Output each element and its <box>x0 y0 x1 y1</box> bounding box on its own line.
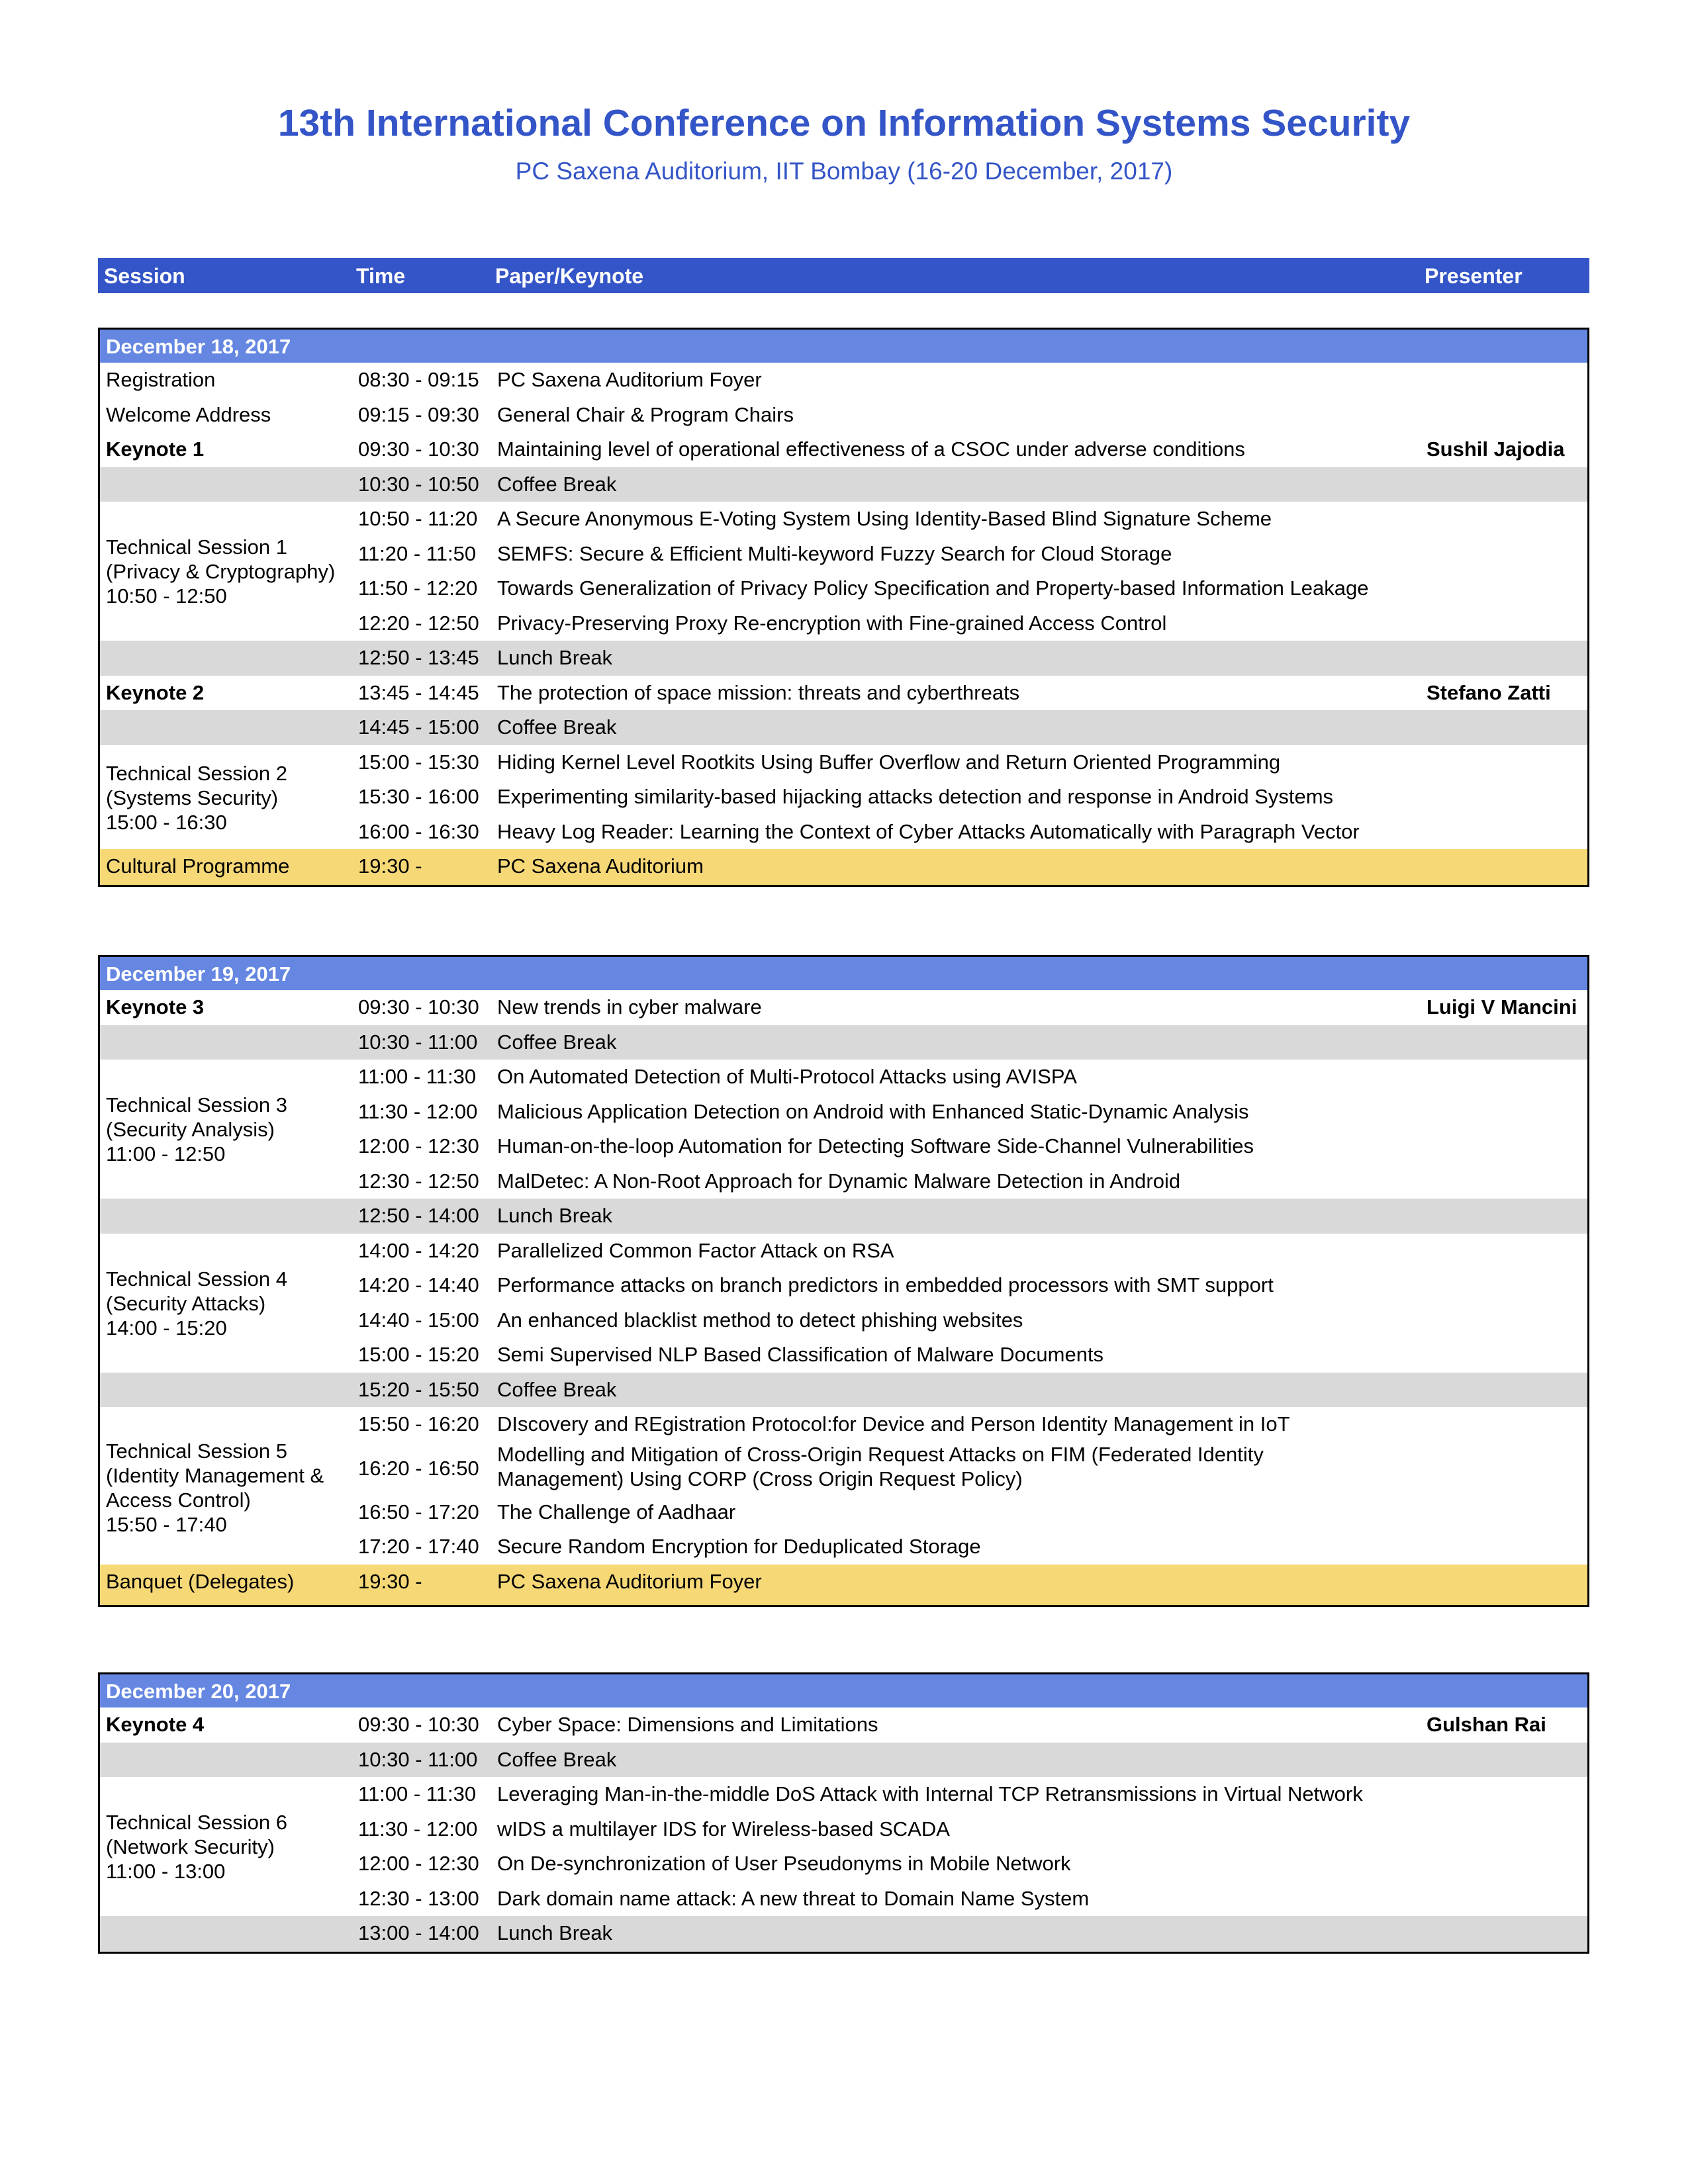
session-title: Technical Session 3 <box>106 1093 287 1116</box>
table-row-break <box>100 1743 1587 1778</box>
row-paper: A Secure Anonymous E-Voting System Using Identity-Based Blind Signature Scheme <box>497 507 1272 530</box>
row-presenter: Stefano Zatti <box>1427 680 1551 704</box>
session-label <box>106 761 287 835</box>
table-row <box>100 1234 1587 1269</box>
row-time: 11:30 - 12:00 <box>358 1817 478 1841</box>
session-time: 14:00 - 15:20 <box>106 1316 227 1340</box>
row-time: 14:40 - 15:00 <box>358 1308 479 1332</box>
table-row <box>100 363 1587 398</box>
session-label <box>106 1267 287 1340</box>
row-time: 16:50 - 17:20 <box>358 1500 479 1524</box>
row-paper: Coffee Break <box>497 1030 617 1054</box>
row-time: 10:30 - 10:50 <box>358 472 479 496</box>
day-table-dec-20 <box>98 1672 1589 1954</box>
table-row-break <box>100 1373 1587 1408</box>
session-topic: (Identity Management & <box>106 1464 324 1487</box>
row-session: Registration <box>106 368 216 391</box>
row-paper: The protection of space mission: threats and cyberthreats <box>497 680 1020 704</box>
page-title: 13th International Conference on Information Systems Security <box>277 102 1411 144</box>
row-paper: General Chair & Program Chairs <box>497 402 794 426</box>
table-row-keynote <box>100 676 1587 711</box>
session-title: Technical Session 5 <box>106 1439 287 1463</box>
day-date: December 20, 2017 <box>106 1680 291 1703</box>
session-topic: (Network Security) <box>106 1835 275 1858</box>
row-time: 15:00 - 15:30 <box>358 750 479 774</box>
table-row <box>100 502 1587 537</box>
row-paper: Lunch Break <box>497 1204 613 1227</box>
row-paper: Performance attacks on branch predictors in embedded processors with SMT support <box>497 1273 1274 1297</box>
day-table-dec-18 <box>98 328 1589 887</box>
day-header <box>100 330 1587 363</box>
table-row <box>100 1407 1587 1442</box>
column-header-bar <box>98 258 1589 293</box>
table-row <box>100 1777 1587 1812</box>
row-paper: Dark domain name attack: A new threat to Domain Name System <box>497 1886 1090 1910</box>
row-time: 11:20 - 11:50 <box>358 541 477 565</box>
session-topic-cont: Access Control) <box>106 1488 251 1512</box>
row-paper: On Automated Detection of Multi-Protocol Attacks using AVISPA <box>497 1065 1077 1088</box>
row-time: 12:50 - 14:00 <box>358 1204 479 1227</box>
table-row-keynote <box>100 432 1587 467</box>
table-row-event <box>100 849 1587 885</box>
row-time: 09:30 - 10:30 <box>358 995 479 1019</box>
table-row-break <box>100 1025 1587 1060</box>
table-row <box>100 1164 1587 1199</box>
session-topic: (Privacy & Cryptography) <box>106 560 336 583</box>
session-topic: (Security Analysis) <box>106 1118 275 1141</box>
row-time: 14:45 - 15:00 <box>358 715 479 739</box>
row-time: 09:30 - 10:30 <box>358 1713 479 1736</box>
row-time: 12:30 - 13:00 <box>358 1886 479 1910</box>
session-time: 11:00 - 12:50 <box>106 1142 226 1165</box>
row-presenter: Sushil Jajodia <box>1427 437 1565 461</box>
day-table-dec-19 <box>98 955 1589 1607</box>
day-date: December 19, 2017 <box>106 962 291 985</box>
row-time: 12:00 - 12:30 <box>358 1852 479 1875</box>
row-time: 13:45 - 14:45 <box>358 680 479 704</box>
table-row <box>100 1338 1587 1373</box>
table-row <box>100 1812 1587 1847</box>
day-date: December 18, 2017 <box>106 335 291 358</box>
row-session: Keynote 2 <box>106 680 205 704</box>
session-time: 15:50 - 17:40 <box>106 1513 227 1536</box>
row-paper: PC Saxena Auditorium <box>497 854 704 878</box>
table-row-break <box>100 710 1587 745</box>
table-row <box>100 398 1587 433</box>
row-time: 15:20 - 15:50 <box>358 1377 479 1401</box>
row-time: 15:50 - 16:20 <box>358 1412 479 1435</box>
day-header <box>100 957 1587 990</box>
row-time: 11:50 - 12:20 <box>358 576 478 600</box>
row-paper: MalDetec: A Non-Root Approach for Dynamic Malware Detection in Android <box>497 1169 1181 1193</box>
table-row <box>100 606 1587 641</box>
row-paper: SEMFS: Secure & Efficient Multi-keyword Fuzzy Search for Cloud Storage <box>497 541 1172 565</box>
session-label <box>106 1810 287 1884</box>
row-paper: PC Saxena Auditorium Foyer <box>497 1569 762 1593</box>
row-paper: Coffee Break <box>497 1747 617 1771</box>
row-time: 10:30 - 11:00 <box>358 1030 478 1054</box>
row-time: 12:30 - 12:50 <box>358 1169 479 1193</box>
row-time: 13:00 - 14:00 <box>358 1921 479 1944</box>
row-paper: Lunch Break <box>497 646 613 669</box>
row-session: Banquet (Delegates) <box>106 1569 295 1593</box>
row-time: 09:15 - 09:30 <box>358 402 479 426</box>
column-header-session: Session <box>104 264 185 288</box>
table-row-keynote <box>100 990 1587 1025</box>
table-row <box>100 1882 1587 1917</box>
table-row <box>100 1129 1587 1164</box>
session-topic: (Security Attacks) <box>106 1292 266 1315</box>
row-paper: Experimenting similarity-based hijacking attacks detection and response in Android Systems <box>497 785 1334 808</box>
row-paper: Leveraging Man-in-the-middle DoS Attack with Internal TCP Retransmissions in Virtual Network <box>497 1782 1363 1805</box>
table-row <box>100 745 1587 780</box>
table-row <box>100 780 1587 815</box>
row-session: Keynote 4 <box>106 1713 205 1736</box>
row-time: 09:30 - 10:30 <box>358 437 479 461</box>
session-label <box>106 1093 287 1166</box>
table-row-event <box>100 1565 1587 1605</box>
session-topic: (Systems Security) <box>106 786 279 809</box>
table-row <box>100 1060 1587 1095</box>
session-time: 15:00 - 16:30 <box>106 811 227 834</box>
row-paper: Maintaining level of operational effectiveness of a CSOC under adverse conditions <box>497 437 1245 461</box>
row-paper: Coffee Break <box>497 1377 617 1401</box>
row-paper: DIscovery and REgistration Protocol:for Device and Person Identity Management in IoT <box>497 1412 1290 1435</box>
table-row <box>100 1095 1587 1130</box>
row-paper: Secure Random Encryption for Deduplicated Storage <box>497 1535 981 1558</box>
table-row-keynote <box>100 1707 1587 1743</box>
session-title: Technical Session 1 <box>106 535 287 559</box>
row-time: 14:20 - 14:40 <box>358 1273 479 1297</box>
row-time: 10:30 - 11:00 <box>358 1747 478 1771</box>
row-paper: Heavy Log Reader: Learning the Context of Cyber Attacks Automatically with Paragraph Vector <box>497 819 1360 843</box>
row-paper: On De-synchronization of User Pseudonyms in Mobile Network <box>497 1852 1071 1875</box>
table-row-break <box>100 1199 1587 1234</box>
row-paper: Hiding Kernel Level Rootkits Using Buffer Overflow and Return Oriented Programming <box>497 750 1281 774</box>
row-paper: PC Saxena Auditorium Foyer <box>497 368 762 391</box>
row-paper: Parallelized Common Factor Attack on RSA <box>497 1238 894 1262</box>
row-time: 08:30 - 09:15 <box>358 368 479 391</box>
row-paper: Coffee Break <box>497 472 617 496</box>
column-header-time: Time <box>356 264 406 288</box>
day-header <box>100 1674 1587 1707</box>
row-paper: The Challenge of Aadhaar <box>497 1500 736 1524</box>
column-header-presenter: Presenter <box>1425 264 1523 288</box>
row-paper: Coffee Break <box>497 715 617 739</box>
row-paper: Modelling and Mitigation of Cross-Origin Request Attacks on FIM (Federated Identity Management) Using CORP (Cross Origin Request Policy) <box>497 1442 1264 1490</box>
row-session: Keynote 1 <box>106 437 205 461</box>
row-presenter: Gulshan Rai <box>1427 1713 1546 1736</box>
session-label <box>106 535 335 608</box>
session-title: Technical Session 4 <box>106 1267 287 1291</box>
row-paper: Malicious Application Detection on Android with Enhanced Static-Dynamic Analysis <box>497 1099 1249 1123</box>
row-time: 11:00 - 11:30 <box>358 1782 477 1805</box>
row-time: 11:30 - 12:00 <box>358 1099 478 1123</box>
session-label <box>106 1439 324 1537</box>
row-session: Cultural Programme <box>106 854 290 878</box>
table-row-break <box>100 1916 1587 1952</box>
row-time: 16:00 - 16:30 <box>358 819 479 843</box>
row-paper: Human-on-the-loop Automation for Detecting Software Side-Channel Vulnerabilities <box>497 1134 1254 1158</box>
column-header-paper: Paper/Keynote <box>495 264 644 288</box>
row-paper: New trends in cyber malware <box>497 995 762 1019</box>
row-presenter: Luigi V Mancini <box>1427 995 1577 1019</box>
table-row <box>100 1846 1587 1882</box>
table-row-break <box>100 641 1587 676</box>
session-time: 11:00 - 13:00 <box>106 1860 226 1883</box>
page-subtitle: PC Saxena Auditorium, IIT Bombay (16-20 December, 2017) <box>515 158 1173 185</box>
row-time: 12:20 - 12:50 <box>358 611 479 635</box>
row-paper: Semi Supervised NLP Based Classification of Malware Documents <box>497 1343 1104 1366</box>
row-paper: Lunch Break <box>497 1921 613 1944</box>
row-paper: An enhanced blacklist method to detect phishing websites <box>497 1308 1023 1332</box>
row-session: Keynote 3 <box>106 995 205 1019</box>
row-time: 14:00 - 14:20 <box>358 1238 479 1262</box>
table-row <box>100 815 1587 850</box>
row-time: 15:00 - 15:20 <box>358 1343 479 1366</box>
row-time: 19:30 - <box>358 854 422 878</box>
row-time: 11:00 - 11:30 <box>358 1065 477 1088</box>
session-title: Technical Session 2 <box>106 762 287 785</box>
row-paper: Cyber Space: Dimensions and Limitations <box>497 1713 878 1736</box>
row-time: 16:20 - 16:50 <box>358 1456 479 1480</box>
row-session: Welcome Address <box>106 402 271 426</box>
table-row-break <box>100 467 1587 502</box>
table-row <box>100 1303 1587 1338</box>
row-paper: wIDS a multilayer IDS for Wireless-based SCADA <box>497 1817 950 1841</box>
row-time: 12:00 - 12:30 <box>358 1134 479 1158</box>
row-paper: Privacy-Preserving Proxy Re-encryption with Fine-grained Access Control <box>497 611 1167 635</box>
row-paper: Towards Generalization of Privacy Policy Specification and Property-based Information Leakage <box>497 576 1369 600</box>
row-time: 15:30 - 16:00 <box>358 785 479 808</box>
table-row <box>100 1268 1587 1303</box>
session-title: Technical Session 6 <box>106 1811 287 1834</box>
row-time: 19:30 - <box>358 1569 422 1593</box>
session-time: 10:50 - 12:50 <box>106 584 227 608</box>
row-time: 17:20 - 17:40 <box>358 1535 479 1558</box>
row-time: 10:50 - 11:20 <box>358 507 478 530</box>
row-time: 12:50 - 13:45 <box>358 646 479 669</box>
